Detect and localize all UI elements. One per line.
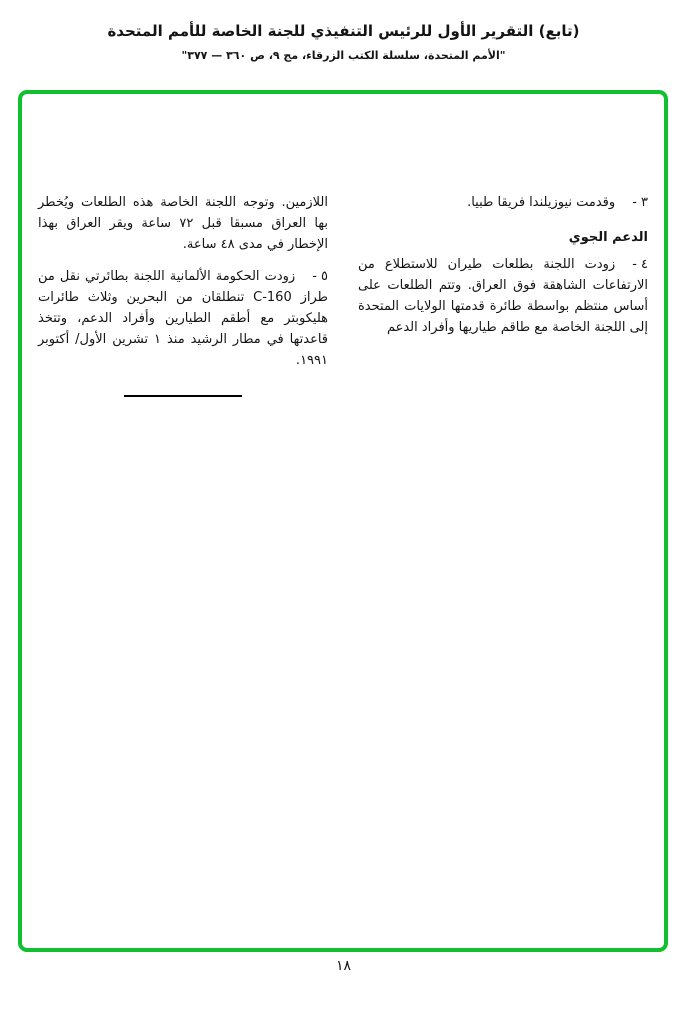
document-title: (تابع) التقرير الأول للرئيس التنفيذي للجنة الخاصة للأمم المتحدة [107, 22, 580, 40]
content-border-box [18, 90, 668, 952]
column-left [38, 192, 328, 397]
two-column-text-area [22, 94, 664, 397]
paragraph-4 [358, 254, 648, 338]
paragraph-3-number: ٣ - [632, 195, 648, 210]
document-source-citation: "الأمم المتحدة، سلسلة الكتب الزرقاء، مج ٩، ص ٣٦٠ — ٣٧٧" [181, 49, 506, 62]
paragraph-4-continuation: اللازمين. وتوجه اللجنة الخاصة هذه الطلعات ويُخطر بها العراق مسبقا قبل ٧٢ ساعة ويقر العراق بهذا الإخطار في مدى ٤٨ ساعة. [38, 195, 328, 253]
column-right [358, 192, 648, 397]
paragraph-5-text: زودت الحكومة الألمانية اللجنة بطائرتي نقل من طراز C-160 تنطلقان من البحرين وثلاث طائرات هليكوبتر مع أطقم الطيارين وأفراد الدعم، وتتخذ قاعدتها في مطار الرشيد منذ ١ تشرين الأول/ أكتوبر ١٩٩١. [38, 269, 328, 369]
paragraph-3-text: وقدمت نيوزيلندا فريقا طبيا. [467, 195, 616, 210]
paragraph-3 [358, 192, 648, 213]
paragraph-5 [38, 266, 328, 371]
paragraph-5-number: ٥ - [312, 269, 328, 285]
paragraph-4-text: زودت اللجنة بطلعات طيران للاستطلاع من الارتفاعات الشاهقة فوق العراق. وتتم الطلعات على أساس منتظم بواسطة طائرة قدمتها الولايات المتحدة إلى اللجنة الخاصة مع طاقم طياريها وأفراد الدعم [358, 257, 648, 336]
section-end-divider [124, 395, 242, 397]
air-support-section-heading: الدعم الجوي [568, 230, 648, 246]
page-header [0, 0, 687, 62]
paragraph-4-number: ٤ - [632, 257, 648, 273]
page-number: ١٨ [335, 958, 352, 974]
